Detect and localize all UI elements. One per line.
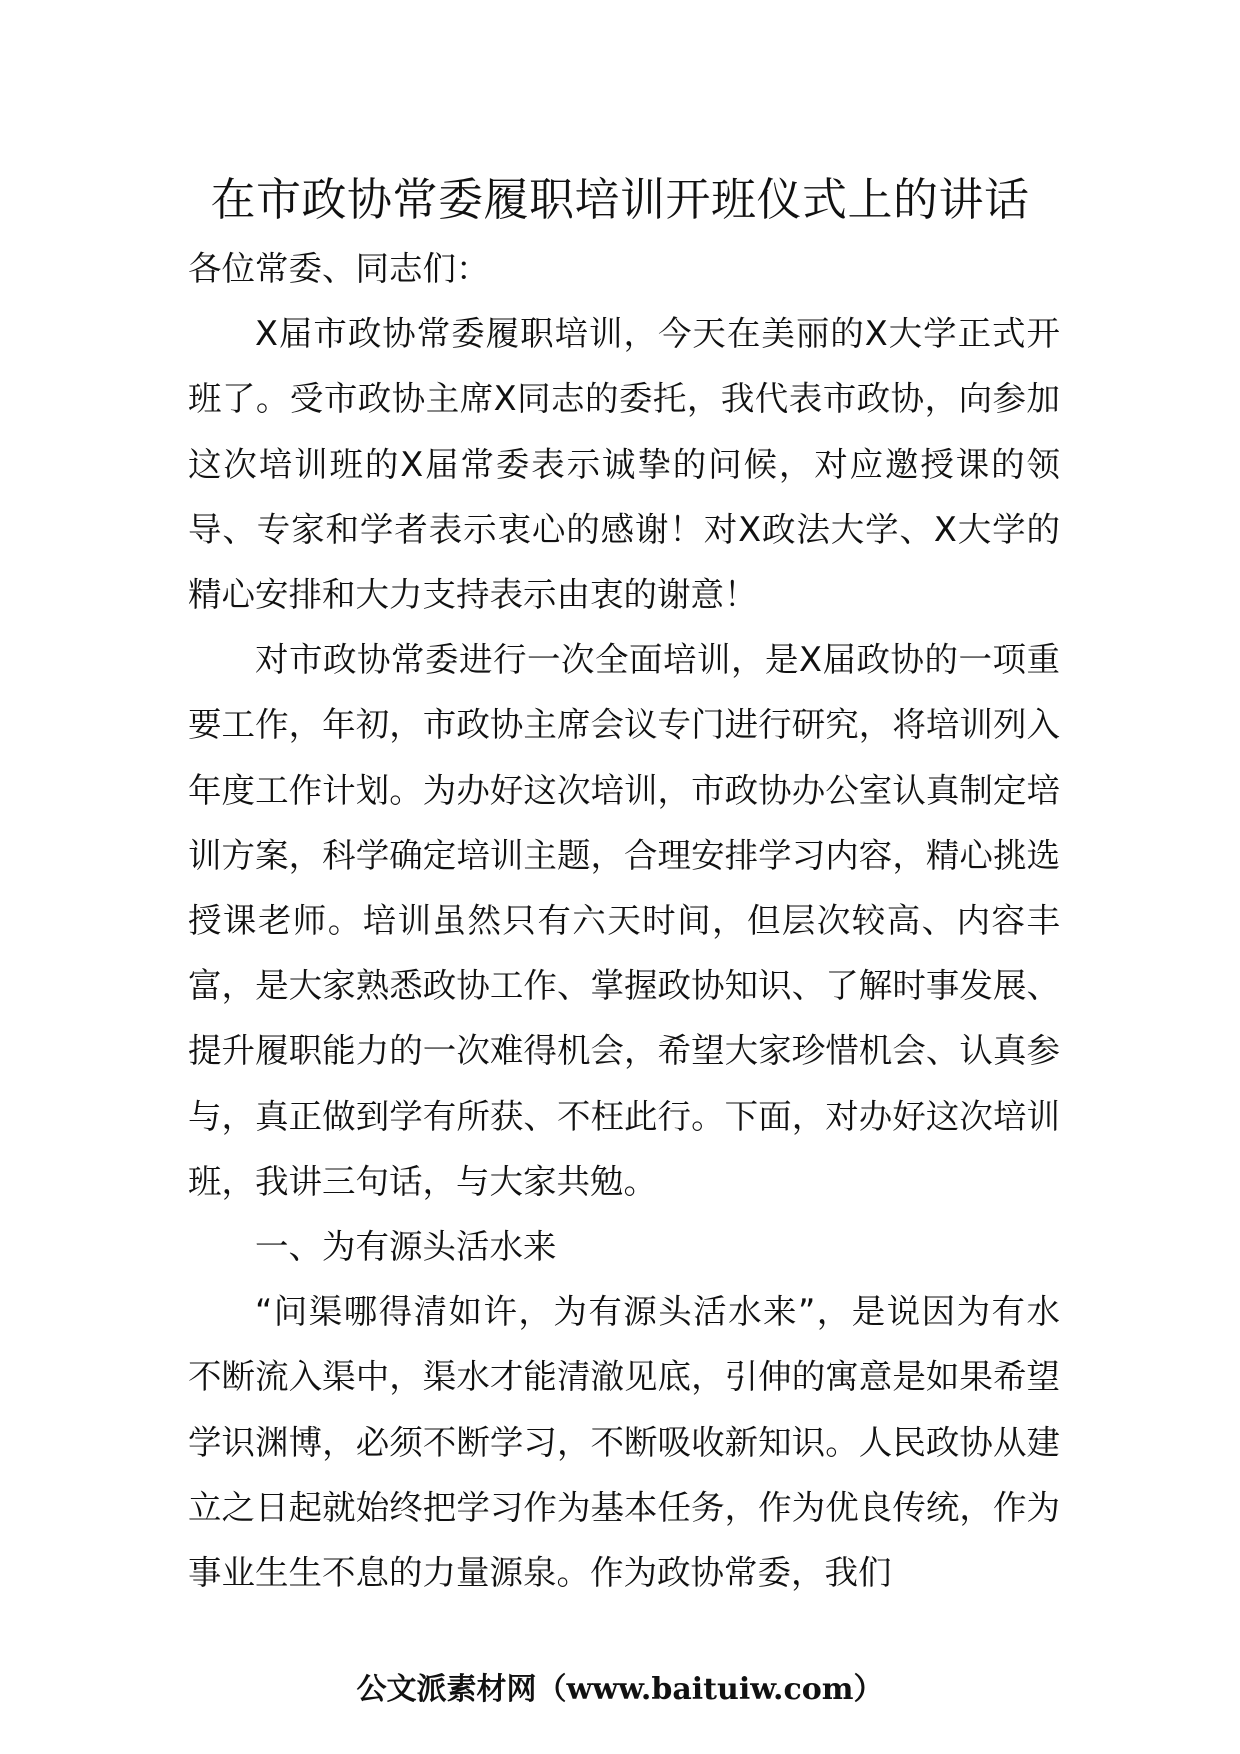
section-heading-1: 一、为有源头活水来 (255, 1227, 557, 1267)
document-title: 在市政协常委履职培训开班仪式上的讲话 (210, 173, 1030, 226)
salutation: 各位常委、同志们： (188, 249, 490, 288)
paragraph-section-1: “问渠哪得清如许，为有源头活水来”，是说因为有水不断流入渠中，渠水才能清澈见底，引伸的寓意是如果希望学识渊博，必须不断学习，不断吸收新知识。人民政协从建立之日起就始终把学习作为基本任务，作为优良传统，作为事业生生不息的力量源泉。作为政协常委，我们 (188, 1292, 1060, 1593)
footer-watermark: 公文派素材网（www.baituiw.com） (356, 1672, 884, 1707)
paragraph-training: 对市政协常委进行一次全面培训，是X届政协的一项重要工作，年初，市政协主席会议专门进行研究，将培训列入年度工作计划。为办好这次培训，市政协办公室认真制定培训方案，科学确定培训主题，合理安排学习内容，精心挑选授课老师。培训虽然只有六天时间，但层次较高、内容丰富，是大家熟悉政协工作、掌握政协知识、了解时事发展、提升履职能力的一次难得机会，希望大家珍惜机会、认真参与，真正做到学有所获、不枉此行。下面，对办好这次培训班，我讲三句话，与大家共勉。 (188, 640, 1060, 1201)
paragraph-intro: X届市政协常委履职培训，今天在美丽的X大学正式开班了。受市政协主席X同志的委托，我代表市政协，向参加这次培训班的X届常委表示诚挚的问候，对应邀授课的领导、专家和学者表示衷心的感谢！对X政法大学、X大学的精心安排和大力支持表示由衷的谢意！ (188, 314, 1060, 615)
document-body (188, 236, 1060, 1605)
